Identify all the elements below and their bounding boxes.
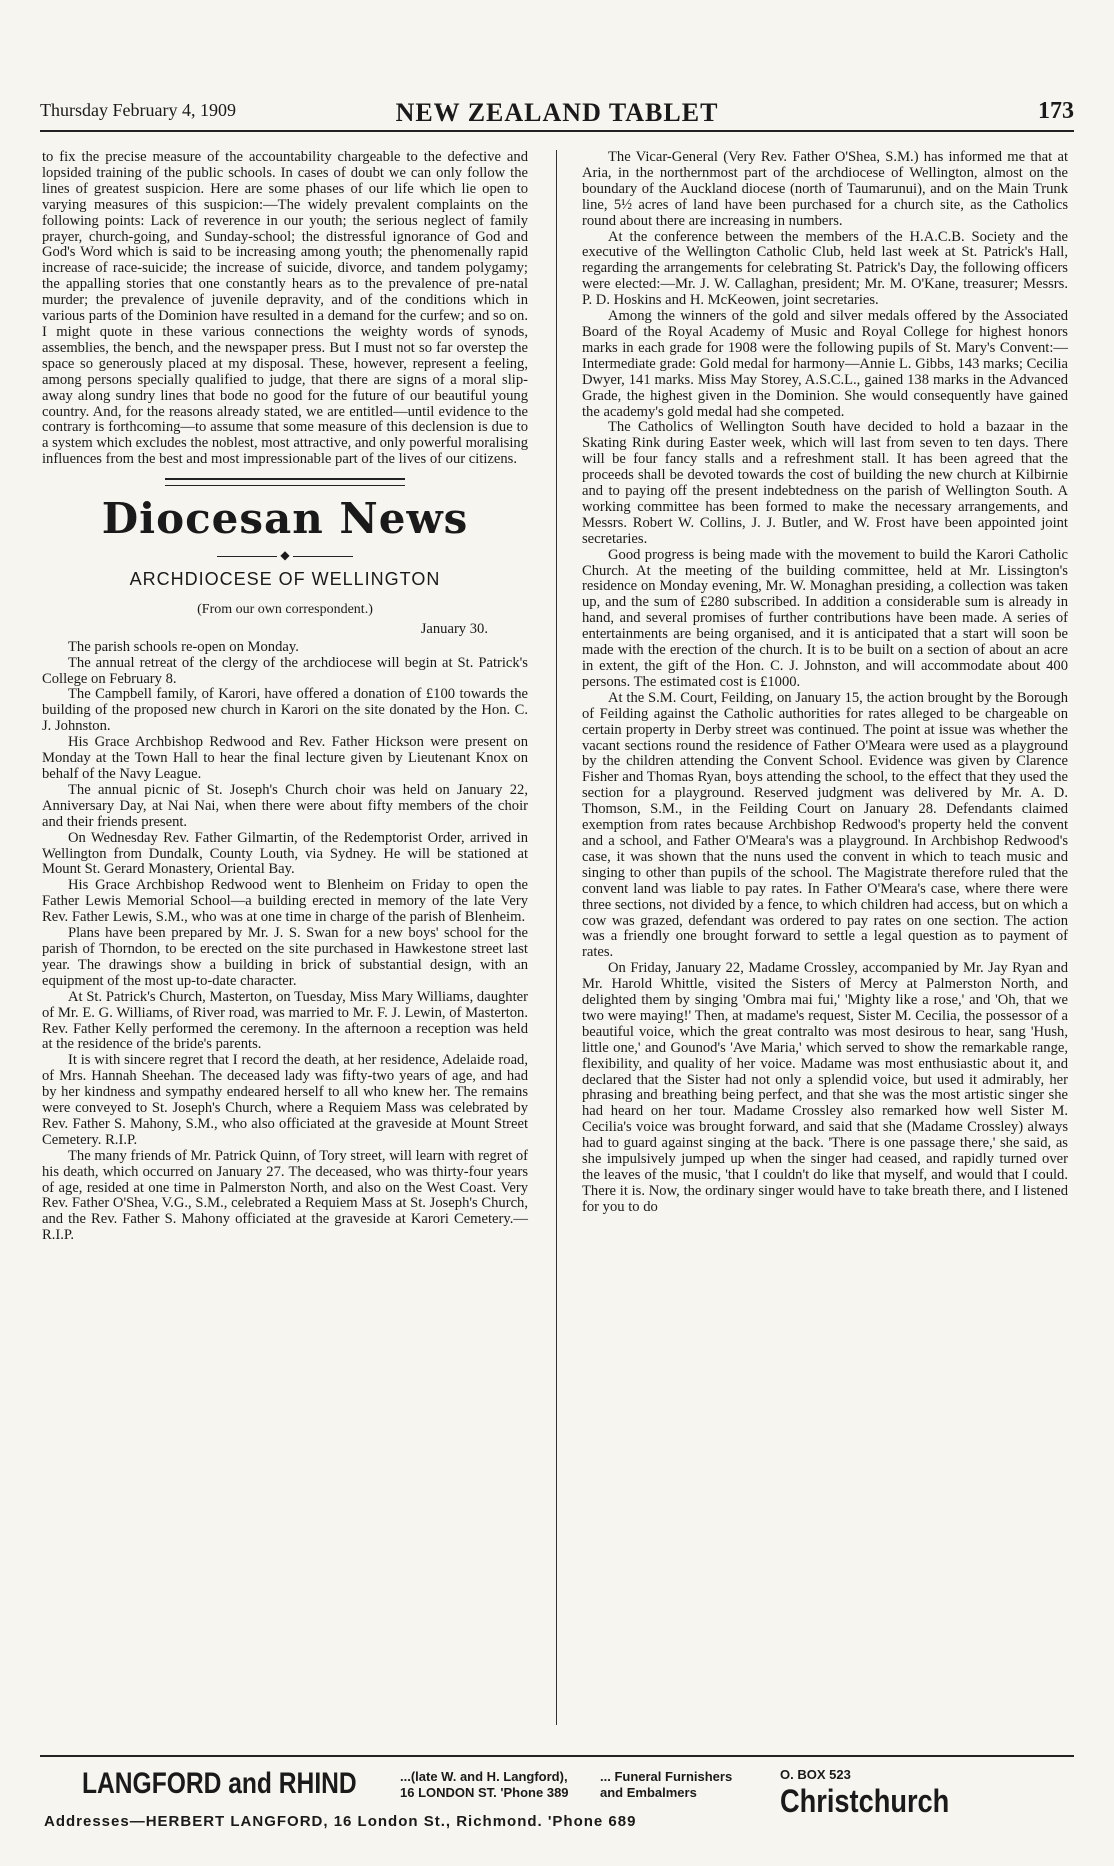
right-column xyxy=(582,150,1068,1725)
dateline: January 30. xyxy=(420,620,488,637)
right-paragraph: The Vicar-General (Very Rev. Father O'Shea, S.M.) has informed me that at Aria, in the northernmost part of the archdiocese of Wellington, almost on the boundary of the Auckland diocese (north of Taumarunui), and on the Main Trunk line, 5½ acres of land have been purchased for a church site, as the Catholics round about there are increasing in numbers. xyxy=(582,149,1068,229)
left-column xyxy=(42,150,528,1725)
left-paragraph: His Grace Archbishop Redwood and Rev. Father Hickson were present on Monday at the Town Hall to hear the final lecture given by Lieutenant Knox on behalf of the Navy League. xyxy=(42,734,528,782)
intro-paragraph: to fix the precise measure of the accountability chargeable to the defective and lopsided training of the public schools. In cases of doubt we can only follow the lines of greatest suspicion. Here are some phases of our life which lie open to varying measures of this suspicion:—The widely prevalent complaints on the following points: Lack of reverence in our youth; the serious neglect of family prayer, church-going, and Sunday-school; the distressful ignorance of God and God's Word which is said to be increasing among youth; the phenomenally rapid increase of race-suicide; the increase of suicide, divorce, and tandem polygamy; the appalling stories that one constantly hears as to the prevalence of pre-natal murder; the prevalence of juvenile depravity, and of the conditions which in various parts of the Dominion have resulted in a demand for the curfew; and so on. I might quote in these various connections the weighty words of synods, assemblies, the bench, and the newspaper press. But I must not so far overstep the space so generously placed at my disposal. These, however, represent a feeling, among persons specially qualified to judge, that there are signs of a moral slip-away along sundry lines that bode no good for the future of our beautiful young country. And, for the reasons already stated, we are entitled—until evidence to the contrary is forthcoming—to assume that some measure of this declension is due to a system which excludes the noblest, most attractive, and only powerful moralising influences from the best and most impressionable part of the lives of our citizens. xyxy=(42,149,528,468)
right-paragraph: On Friday, January 22, Madame Crossley, accompanied by Mr. Jay Ryan and Mr. Harold Whittle, visited the Sisters of Mercy at Palmerston North, and delighted them by singing 'Ombra mai fui,' 'Mighty like a rose,' and 'Oh, that we two were maying!' Then, at madame's request, Sister M. Cecilia, the possessor of a beautiful voice, which the great contralto was most desirous to hear, sang 'Hush, little one,' and Gounod's 'Ave Maria,' which served to show the remarkable range, flexibility, and quality of her voice. Madame was most enthusiastic about it, and declared that the Sister had not only a splendid voice, but used it admirably, her phrasing and breathing being perfect, and that she was the most artistic singer she had heard on her tour. Madame Crossley also remarked how well Sister M. Cecilia's voice was brought forward, and said that she (Madame Crossley) always had to guard against singing at the back. 'There is one passage there,' she said, as she impulsively jumped up when the singer had ceased, and rapidly turned over the leaves of the music, 'that I couldn't do like that myself, and would that I could. There it is. Now, the ordinary singer would have to take breath there, and I listened for you to do xyxy=(582,960,1068,1215)
page-header xyxy=(40,96,1074,132)
left-paragraph: It is with sincere regret that I record the death, at her residence, Adelaide road, of Mrs. Hannah Sheehan. The deceased lady was fifty-two years of age, and had by her kindness and sympathy endeared herself to all who knew her. The remains were conveyed to St. Joseph's Church, where a Requiem Mass was celebrated by Rev. Father S. Mahony, S.M., who also officiated at the graveside at Mount Street Cemetery. R.I.P. xyxy=(42,1052,528,1148)
page-number: 173 xyxy=(1038,98,1074,124)
section-divider xyxy=(165,478,405,486)
ad-services xyxy=(600,1769,732,1801)
section-subtitle: ARCHDIOCESE OF WELLINGTON xyxy=(129,569,441,590)
ad-address xyxy=(400,1769,569,1801)
left-paragraph: The annual picnic of St. Joseph's Church choir was held on January 22, Anniversary Day, at Nai Nai, when there were about fifty members of the choir and their friends present. xyxy=(42,781,528,830)
left-paragraph: The annual retreat of the clergy of the archdiocese will begin at St. Patrick's College on February 8. xyxy=(42,654,528,687)
right-paragraph: Among the winners of the gold and silver medals offered by the Associated Board of the Royal Academy of Music and Royal College for highest honors marks in each grade for 1908 were the following pupils of St. Mary's Convent:—Intermediate grade: Gold medal for harmony—Annie L. Gibbs, 143 marks; Cecilia Dwyer, 141 marks. Miss May Storey, A.S.C.L., gained 138 marks in the Advanced Grade, the highest given in the Dominion. She would consequently have gained the academy's gold medal had she competed. xyxy=(582,308,1068,420)
right-paragraph: At the S.M. Court, Feilding, on January 15, the action brought by the Borough of Feilding against the Catholic authorities for rates alleged to be chargeable on certain property in Derby street was continued. The point at issue was whether the vacant sections round the residence of Father O'Meara were used as a playground by the children attending the Convent School. Evidence was given by Clarence Fisher and Thomas Ryan, boys attending the school, to the effect that they used the section for a playground. Reserved judgment was delivered by Mr. A. D. Thomson, S.M., in the Feilding Court on January 28. Defendants claimed exemption from rates because Archbishop Redwood's property held the convent and a school, and Father O'Meara's was a playground. In Archbishop Redwood's case, it was shown that the nuns used the convent in which to teach music and singing to other than pupils of the school. The Magistrate therefore ruled that the convent land was liable to pay rates. In Father O'Meara's case, where there were three sections, not divided by a fence, to which children had access, but on which a cow was grazed, defendant was ordered to pay rates on one section. The action was a friendly one brought forward to settle a legal question as to payment of rates. xyxy=(582,689,1068,961)
ad-address-line1: ...(late W. and H. Langford), xyxy=(400,1769,568,1784)
left-paragraph: Plans have been prepared by Mr. J. S. Swan for a new boys' school for the parish of Thorndon, to be erected on the site purchased in Hawkestone street last year. The drawings show a building in brick of substantial design, with an equipment of the most up-to-date character. xyxy=(42,925,528,989)
ad-services-line1: ... Funeral Furnishers xyxy=(600,1769,733,1784)
column-divider xyxy=(556,150,557,1725)
left-paragraph: The many friends of Mr. Patrick Quinn, of Tory street, will learn with regret of his death, which occurred on January 27. The deceased, who was thirty-four years of age, resided at one time in Palmerston North, and also on the West Coast. Very Rev. Father O'Shea, V.G., S.M., celebrated a Requiem Mass at St. Joseph's Church, and the Rev. Father S. Mahony officiated at the graveside at Karori Cemetery.—R.I.P. xyxy=(42,1147,528,1244)
left-paragraph: At St. Patrick's Church, Masterton, on Tuesday, Miss Mary Williams, daughter of Mr. E. G. Williams, of River road, was married to Mr. F. J. Lewin, of Masterton. Rev. Father Kelly performed the ceremony. In the afternoon a reception was held at the residence of the bride's parents. xyxy=(42,988,528,1053)
left-paragraph: The parish schools re-open on Monday. xyxy=(68,638,299,655)
ad-box: O. BOX 523 xyxy=(780,1767,851,1782)
left-paragraphs xyxy=(42,640,528,1244)
ornament-divider: ◆ xyxy=(42,548,528,564)
left-paragraph: The Campbell family, of Karori, have offered a donation of £100 towards the building of the proposed new church in Karori on the site donated by the Hon. C. J. Johnston. xyxy=(42,686,528,735)
masthead: NEW ZEALAND TABLET xyxy=(395,98,719,127)
right-paragraph: At the conference between the members of the H.A.C.B. Society and the executive of the Wellington Catholic Club, held last week at St. Patrick's Hall, regarding the arrangements for celebrating St. Patrick's Day, the following officers were elected:—Mr. J. W. Callaghan, president; Mr. M. O'Kane, treasurer; Messrs. P. D. Hoskins and H. McKeowen, joint secretaries. xyxy=(582,228,1068,309)
right-paragraph: Good progress is being made with the movement to build the Karori Catholic Church. At the meeting of the building committee, held at Mr. Lissington's residence on Monday evening, Mr. W. Monaghan presiding, a collection was taken up, and the sum of £280 subscribed. In addition a considerable sum is already in hand, and several promises of further contributions have been made. A series of entertainments are being organised, and it is anticipated that a start will soon be made with the erection of the church. It is to be built on a section of about an acre in extent, the gift of the Hon. C. J. Johnston, and will accommodate about 400 persons. The estimated cost is £1000. xyxy=(582,546,1068,690)
ad-addresses: Addresses—HERBERT LANGFORD, 16 London St., Richmond. 'Phone 689 xyxy=(44,1813,637,1830)
advertisement-footer xyxy=(40,1755,1074,1837)
ad-services-line2: and Embalmers xyxy=(600,1785,697,1800)
left-paragraph: On Wednesday Rev. Father Gilmartin, of the Redemptorist Order, arrived in Wellington from Dundalk, County Louth, via Sydney. He will be stationed at Mount St. Gerard Monastery, Oriental Bay. xyxy=(42,829,528,878)
right-paragraph: The Catholics of Wellington South have decided to hold a bazaar in the Skating Rink during Easter week, which will last from seven to ten days. There will be four fancy stalls and a refreshment stall. It has been agreed that the proceeds shall be devoted towards the cost of building the new church at Kilbirnie and to paying off the present indebtedness on the parish of Wellington South. A working committee has been formed to make the necessary arrangements, and Messrs. Robert W. Collins, J. J. Butler, and W. Frost have been appointed joint secretaries. xyxy=(582,419,1068,547)
ad-address-line2: 16 LONDON ST. 'Phone 389 xyxy=(400,1785,569,1800)
correspondent-line: (From our own correspondent.) xyxy=(197,601,373,617)
ad-brand: LANGFORD and RHIND xyxy=(82,1767,357,1800)
issue-date: Thursday February 4, 1909 xyxy=(40,100,236,120)
ad-city: Christchurch xyxy=(780,1783,950,1819)
left-paragraph: His Grace Archbishop Redwood went to Blenheim on Friday to open the Father Lewis Memorial School—a building erected in memory of the late Very Rev. Father Lewis, S.M., who was at one time in charge of the parish of Blenheim. xyxy=(42,877,528,926)
right-paragraphs xyxy=(582,150,1068,1216)
section-title: Diocesan News xyxy=(101,494,469,544)
